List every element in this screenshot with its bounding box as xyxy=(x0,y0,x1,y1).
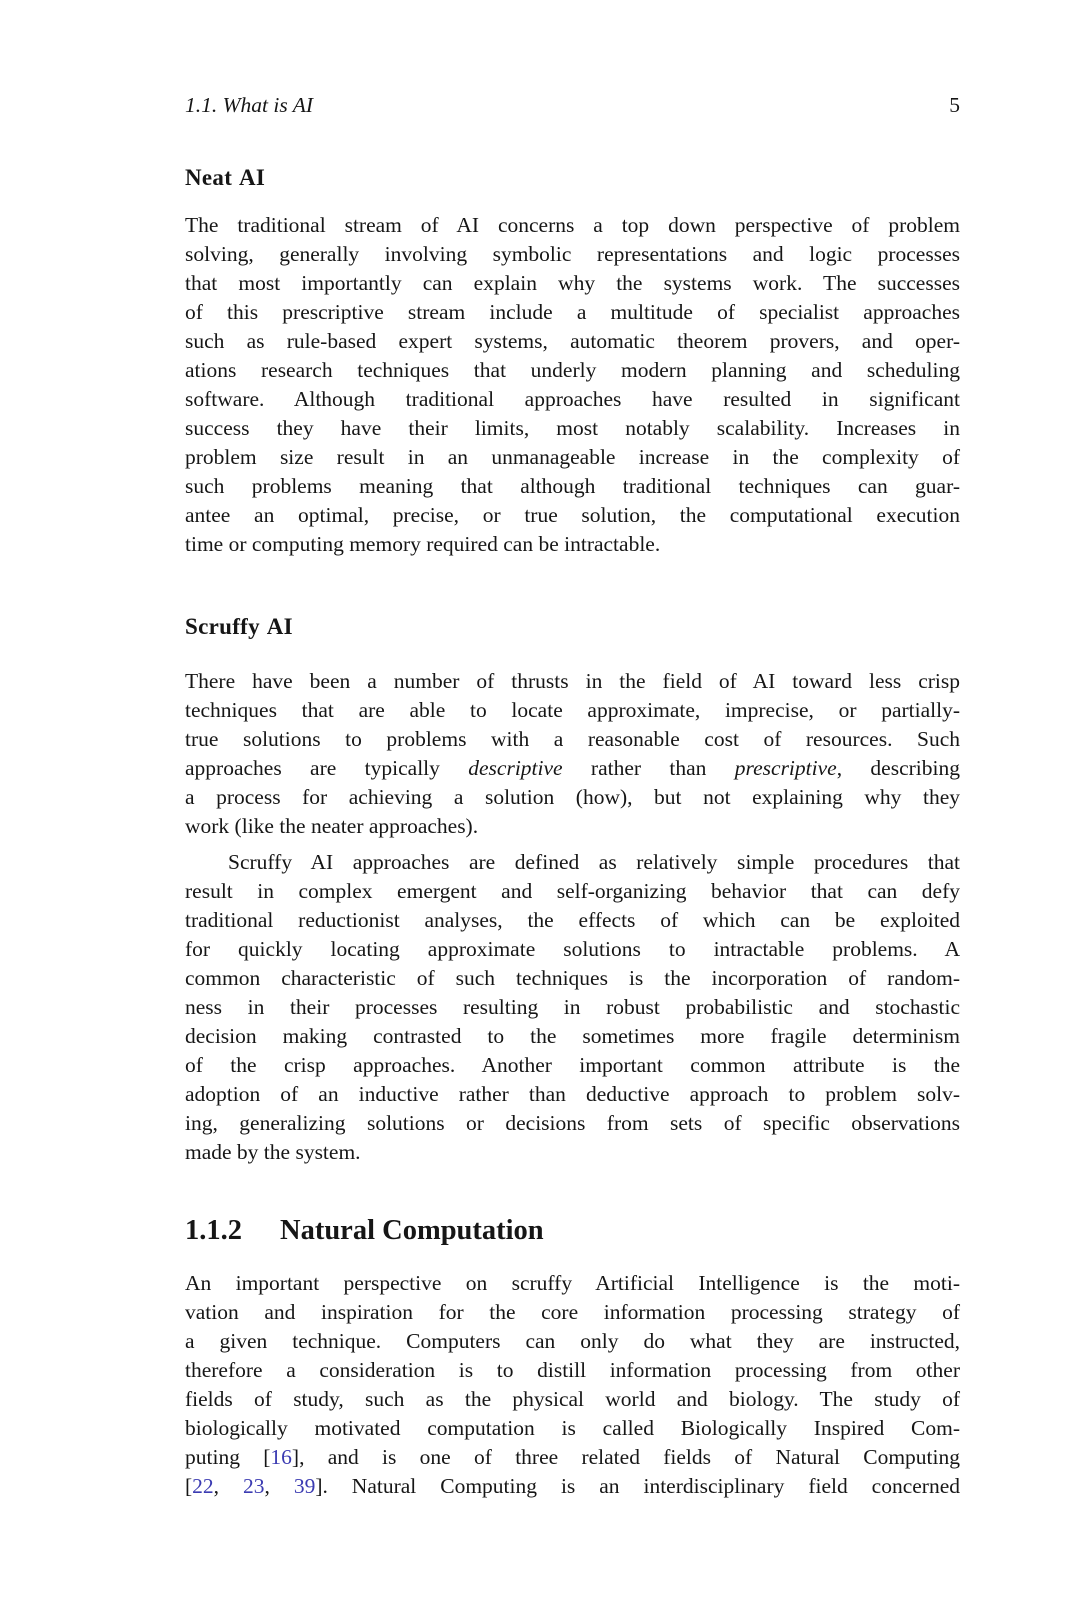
subsection-heading: Neat AI xyxy=(185,165,266,190)
text-line xyxy=(185,327,960,356)
text-segment: adoption of an inductive rather than deductive approach to problem solv- xyxy=(185,1082,960,1106)
text-segment: antee an optimal, precise, or true solution, the computational execution xyxy=(185,503,960,527)
text-line xyxy=(185,1269,960,1298)
text-line xyxy=(185,1414,960,1443)
text-segment: decision making contrasted to the sometimes more fragile determinism xyxy=(185,1024,960,1048)
text-segment: There have been a number of thrusts in the field of AI toward less crisp xyxy=(185,669,960,693)
citation-link[interactable]: 23 xyxy=(243,1474,265,1498)
text-segment: The traditional stream of AI concerns a top down perspective of problem xyxy=(185,213,960,237)
text-segment: therefore a consideration is to distill information processing from other xyxy=(185,1358,960,1382)
running-header-section-title: 1.1. What is AI xyxy=(185,93,314,117)
text-segment: common characteristic of such techniques is the incorporation of random- xyxy=(185,966,960,990)
text-line xyxy=(185,696,960,725)
text-segment: , xyxy=(264,1474,294,1498)
text-line xyxy=(185,530,960,559)
text-segment: a process for achieving a solution (how), but not explaining why they xyxy=(185,785,960,809)
text-line xyxy=(185,1138,960,1167)
text-line xyxy=(185,667,960,696)
text-segment: , describing xyxy=(836,756,960,780)
text-segment: result in complex emergent and self-organizing behavior that can defy xyxy=(185,879,960,903)
text-segment: ], and is one of three related fields of Natural Computing xyxy=(291,1445,961,1469)
text-line xyxy=(185,1109,960,1138)
paragraph xyxy=(185,211,960,559)
citation-link[interactable]: 39 xyxy=(293,1474,316,1498)
text-line xyxy=(185,1080,960,1109)
text-line xyxy=(185,1022,960,1051)
text-line xyxy=(185,1443,960,1472)
citation-link[interactable]: 22 xyxy=(192,1474,214,1498)
text-segment: ations research techniques that underly modern planning and scheduling xyxy=(185,358,960,382)
text-line xyxy=(185,414,960,443)
text-segment: success they have their limits, most notably scalability. Increases in xyxy=(185,416,960,440)
page-number: 5 xyxy=(949,93,960,117)
text-line xyxy=(185,812,960,841)
section-heading xyxy=(185,1214,960,1248)
text-line xyxy=(185,298,960,327)
text-line xyxy=(185,1327,960,1356)
text-line xyxy=(185,269,960,298)
text-segment: vation and inspiration for the core information processing strategy of xyxy=(185,1300,960,1324)
text-segment: made by the system. xyxy=(185,1140,361,1164)
text-line xyxy=(185,848,960,877)
text-line xyxy=(185,1051,960,1080)
emphasized-text: prescriptive xyxy=(734,756,837,780)
running-header xyxy=(185,0,960,118)
text-segment: ness in their processes resulting in robust probabilistic and stochastic xyxy=(185,995,960,1019)
text-segment: techniques that are able to locate approximate, imprecise, or partially- xyxy=(185,698,960,722)
text-segment: solving, generally involving symbolic representations and logic processes xyxy=(185,242,960,266)
text-segment: a given technique. Computers can only do what they are instructed, xyxy=(185,1329,960,1353)
text-segment: problem size result in an unmanageable increase in the complexity of xyxy=(185,445,960,469)
text-line xyxy=(185,1298,960,1327)
text-line xyxy=(185,725,960,754)
section-title: Natural Computation xyxy=(280,1215,544,1246)
text-segment: fields of study, such as the physical world and biology. The study of xyxy=(185,1387,960,1411)
text-segment: such as rule-based expert systems, automatic theorem provers, and oper- xyxy=(185,329,960,353)
text-segment: ]. Natural Computing is an interdisciplinary field concerned xyxy=(315,1474,961,1498)
text-line xyxy=(185,993,960,1022)
text-segment: traditional reductionist analyses, the effects of which can be exploited xyxy=(185,908,960,932)
text-segment: for quickly locating approximate solutions to intractable problems. A xyxy=(185,937,960,961)
text-line xyxy=(185,964,960,993)
text-segment: Scruffy AI approaches are defined as relatively simple procedures that xyxy=(228,850,960,874)
text-segment: time or computing memory required can be intractable. xyxy=(185,532,661,556)
text-line xyxy=(185,935,960,964)
text-line xyxy=(185,783,960,812)
text-segment: puting [ xyxy=(185,1445,271,1469)
text-segment: that most importantly can explain why the systems work. The successes xyxy=(185,271,960,295)
text-line xyxy=(185,211,960,240)
text-segment: rather than xyxy=(562,756,735,780)
text-line xyxy=(185,443,960,472)
text-segment: of this prescriptive stream include a multitude of specialist approaches xyxy=(185,300,960,324)
text-line xyxy=(185,356,960,385)
content xyxy=(185,165,960,1501)
text-line xyxy=(185,1385,960,1414)
text-segment: biologically motivated computation is called Biologically Inspired Com- xyxy=(185,1416,960,1440)
text-line xyxy=(185,906,960,935)
paragraph xyxy=(185,667,960,841)
text-line xyxy=(185,501,960,530)
text-segment: An important perspective on scruffy Artificial Intelligence is the moti- xyxy=(185,1271,960,1295)
text-line xyxy=(185,754,960,783)
citation-link[interactable]: 16 xyxy=(270,1445,292,1469)
text-segment: [ xyxy=(185,1474,193,1498)
text-segment: true solutions to problems with a reasonable cost of resources. Such xyxy=(185,727,960,751)
text-line xyxy=(185,1472,960,1501)
text-line xyxy=(185,240,960,269)
text-segment: such problems meaning that although traditional techniques can guar- xyxy=(185,474,960,498)
text-line xyxy=(185,1356,960,1385)
text-segment: of the crisp approaches. Another important common attribute is the xyxy=(185,1053,960,1077)
text-line xyxy=(185,877,960,906)
text-segment: ing, generalizing solutions or decisions from sets of specific observations xyxy=(185,1111,960,1135)
text-segment: software. Although traditional approaches have resulted in significant xyxy=(185,387,960,411)
text-line xyxy=(185,385,960,414)
subsection-heading: Scruffy AI xyxy=(185,614,293,639)
paragraph xyxy=(185,848,960,1167)
text-segment: approaches are typically xyxy=(185,756,469,780)
text-segment: work (like the neater approaches). xyxy=(185,814,479,838)
text-segment: , xyxy=(213,1474,243,1498)
text-line xyxy=(185,472,960,501)
emphasized-text: descriptive xyxy=(468,756,563,780)
paragraph xyxy=(185,1269,960,1501)
content-column xyxy=(185,0,960,1501)
section-number: 1.1.2 xyxy=(185,1215,242,1246)
